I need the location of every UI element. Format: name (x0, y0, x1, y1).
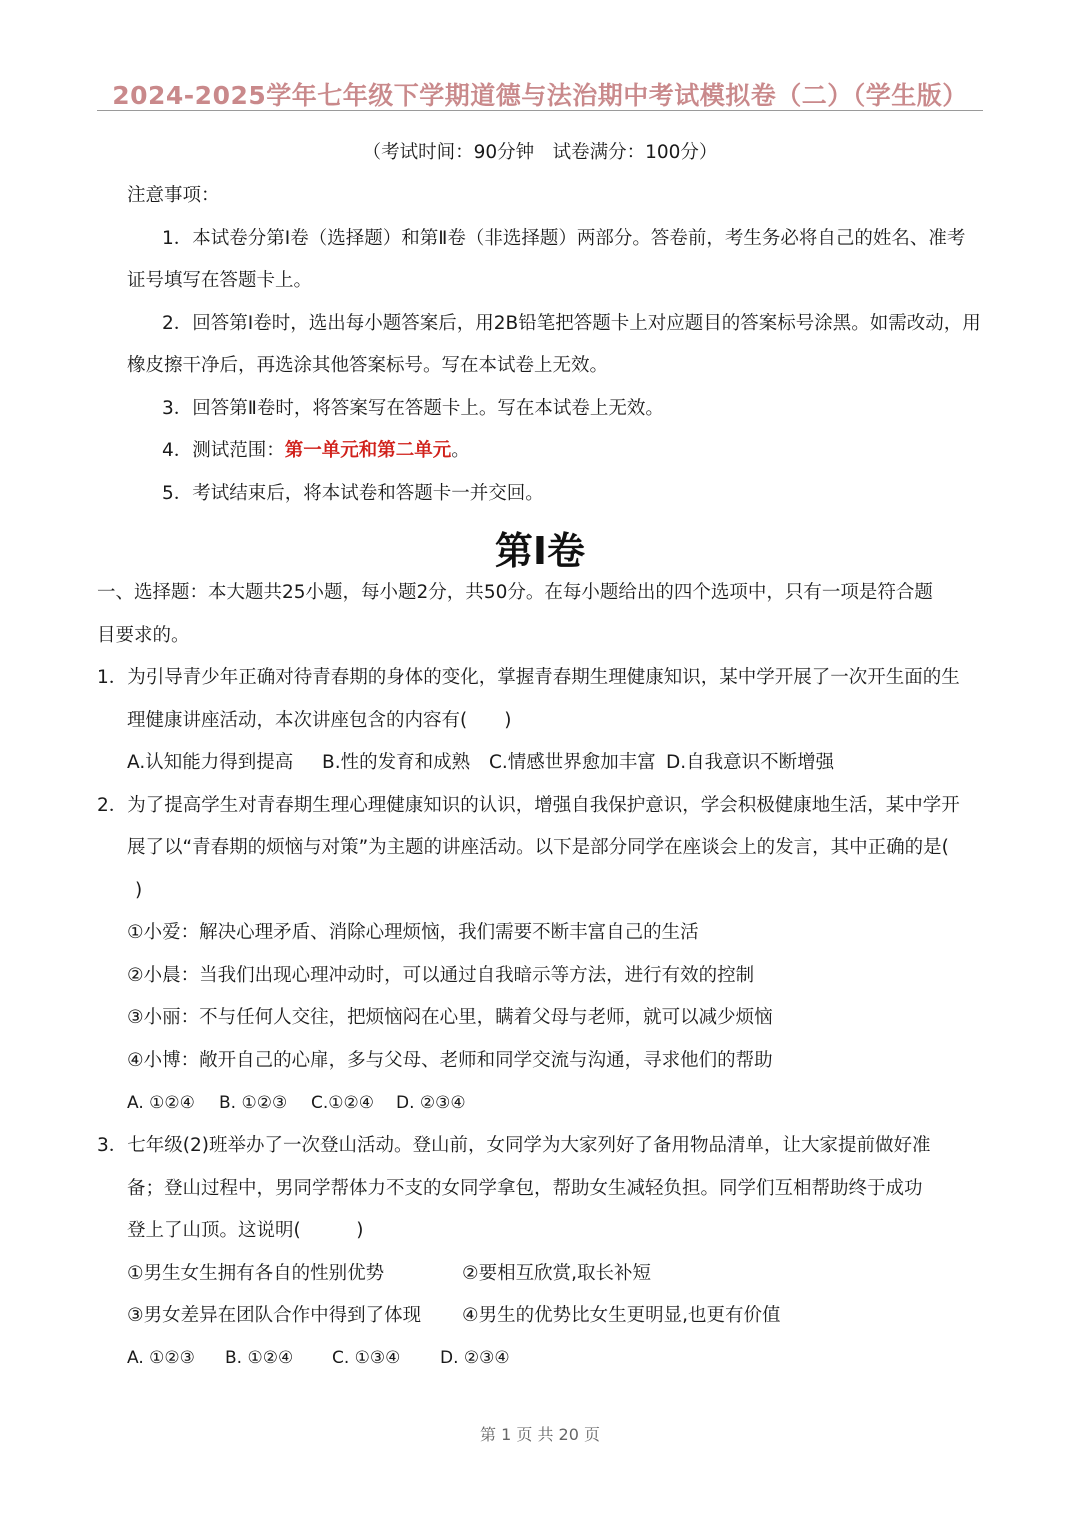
q2-options (127, 1093, 466, 1113)
test-range: 第一单元和第二单元 (284, 440, 452, 461)
q3-statements-row-2 (127, 1305, 780, 1327)
page-number: 第 1 页 共 20 页 (480, 1425, 600, 1444)
notice-item-1: 1．本试卷分第Ⅰ卷（选择题）和第Ⅱ卷（非选择题）两部分。答卷前，考生务必将自己的姓名、准考 (162, 228, 966, 249)
q2-stem: 2．为了提高学生对青春期生理心理健康知识的认识，增强自我保护意识，学会积极健康地生活，某中学开 (97, 795, 960, 816)
q3-option-b: B. ①②④ (225, 1348, 294, 1368)
q2-statement-4: ④小博：敞开自己的心扉，多与父母、老师和同学交流与沟通，寻求他们的帮助 (127, 1050, 773, 1071)
q3-stem-cont: 备；登山过程中，男同学帮体力不支的女同学拿包，帮助女生减轻负担。同学们互相帮助终于成功 (127, 1178, 923, 1199)
notice-item-4-suffix: 。 (451, 440, 470, 461)
q3-statement-2: ②要相互欣赏,取长补短 (462, 1263, 651, 1284)
q3-option-d: D. ②③④ (440, 1348, 510, 1368)
q2-statement-1: ①小爱：解决心理矛盾、消除心理烦恼，我们需要不断丰富自己的生活 (127, 922, 699, 943)
q2-option-b: B. ①②③ (219, 1093, 288, 1113)
q2-option-d: D. ②③④ (396, 1093, 466, 1113)
notice-item-5: 5．考试结束后，将本试卷和答题卡一并交回。 (162, 483, 544, 504)
q3-statement-3: ③男女差异在团队合作中得到了体现 (127, 1305, 422, 1326)
q2-option-c: C.①②④ (311, 1093, 374, 1113)
exam-title: 2024-2025学年七年级下学期道德与法治期中考试模拟卷（二）（学生版） (112, 81, 968, 110)
notice-item-2-cont: 橡皮擦干净后，再选涂其他答案标号。写在本试卷上无效。 (127, 355, 609, 376)
q3-stem: 3．七年级(2)班举办了一次登山活动。登山前，女同学为大家列好了备用物品清单，让大家提前做好准 (97, 1135, 931, 1156)
q1-option-a: A.认知能力得到提高 (127, 752, 294, 773)
q1-options (127, 752, 834, 774)
q3-statements-row-1 (127, 1263, 651, 1285)
q3-option-c: C. ①③④ (332, 1348, 401, 1368)
q3-statement-4: ④男生的优势比女生更明显,也更有价值 (462, 1305, 781, 1326)
section-intro-cont: 目要求的。 (97, 625, 190, 646)
q3-option-a: A. ①②③ (127, 1348, 195, 1368)
notice-heading: 注意事项： (127, 185, 220, 206)
q3-stem-end: 登上了山顶。这说明( ) (127, 1220, 364, 1241)
notice-item-1-cont: 证号填写在答题卡上。 (127, 270, 313, 291)
q1-stem-cont: 理健康讲座活动，本次讲座包含的内容有( ) (127, 710, 512, 731)
q2-statement-2: ②小晨：当我们出现心理冲动时，可以通过自我暗示等方法，进行有效的控制 (127, 965, 755, 986)
q1-option-b: B.性的发育和成熟 (322, 752, 471, 773)
q2-statement-3: ③小丽：不与任何人交往，把烦恼闷在心里，瞒着父母与老师，就可以减少烦恼 (127, 1007, 773, 1028)
notice-item-4 (162, 440, 470, 462)
q3-statement-1: ①男生女生拥有各自的性别优势 (127, 1263, 385, 1284)
header-rule (97, 110, 983, 111)
notice-item-2: 2．回答第Ⅰ卷时，选出每小题答案后，用2B铅笔把答题卡上对应题目的答案标号涂黑。如需改动，用 (162, 313, 981, 334)
q1-option-c: C.情感世界愈加丰富 (489, 752, 656, 773)
section-title: 第Ⅰ卷 (494, 529, 586, 573)
section-intro: 一、选择题：本大题共25小题，每小题2分，共50分。在每小题给出的四个选项中，只有一项是符合题 (97, 582, 933, 603)
notice-item-3: 3．回答第Ⅱ卷时，将答案写在答题卡上。写在本试卷上无效。 (162, 398, 664, 419)
notice-item-4-prefix: 4．测试范围： (162, 440, 285, 461)
q1-stem: 1．为引导青少年正确对待青春期的身体的变化，掌握青春期生理健康知识，某中学开展了一次开生面的生 (97, 667, 960, 688)
q2-stem-cont: 展了以“青春期的烦恼与对策”为主题的讲座活动。以下是部分同学在座谈会上的发言，其中正确的是( (127, 837, 949, 858)
exam-info: （考试时间：90分钟 试卷满分：100分） (362, 142, 718, 163)
q2-option-a: A. ①②④ (127, 1093, 195, 1113)
q1-option-d: D.自我意识不断增强 (666, 752, 835, 773)
q3-options (127, 1348, 510, 1368)
q2-stem-end: ) (135, 880, 143, 901)
